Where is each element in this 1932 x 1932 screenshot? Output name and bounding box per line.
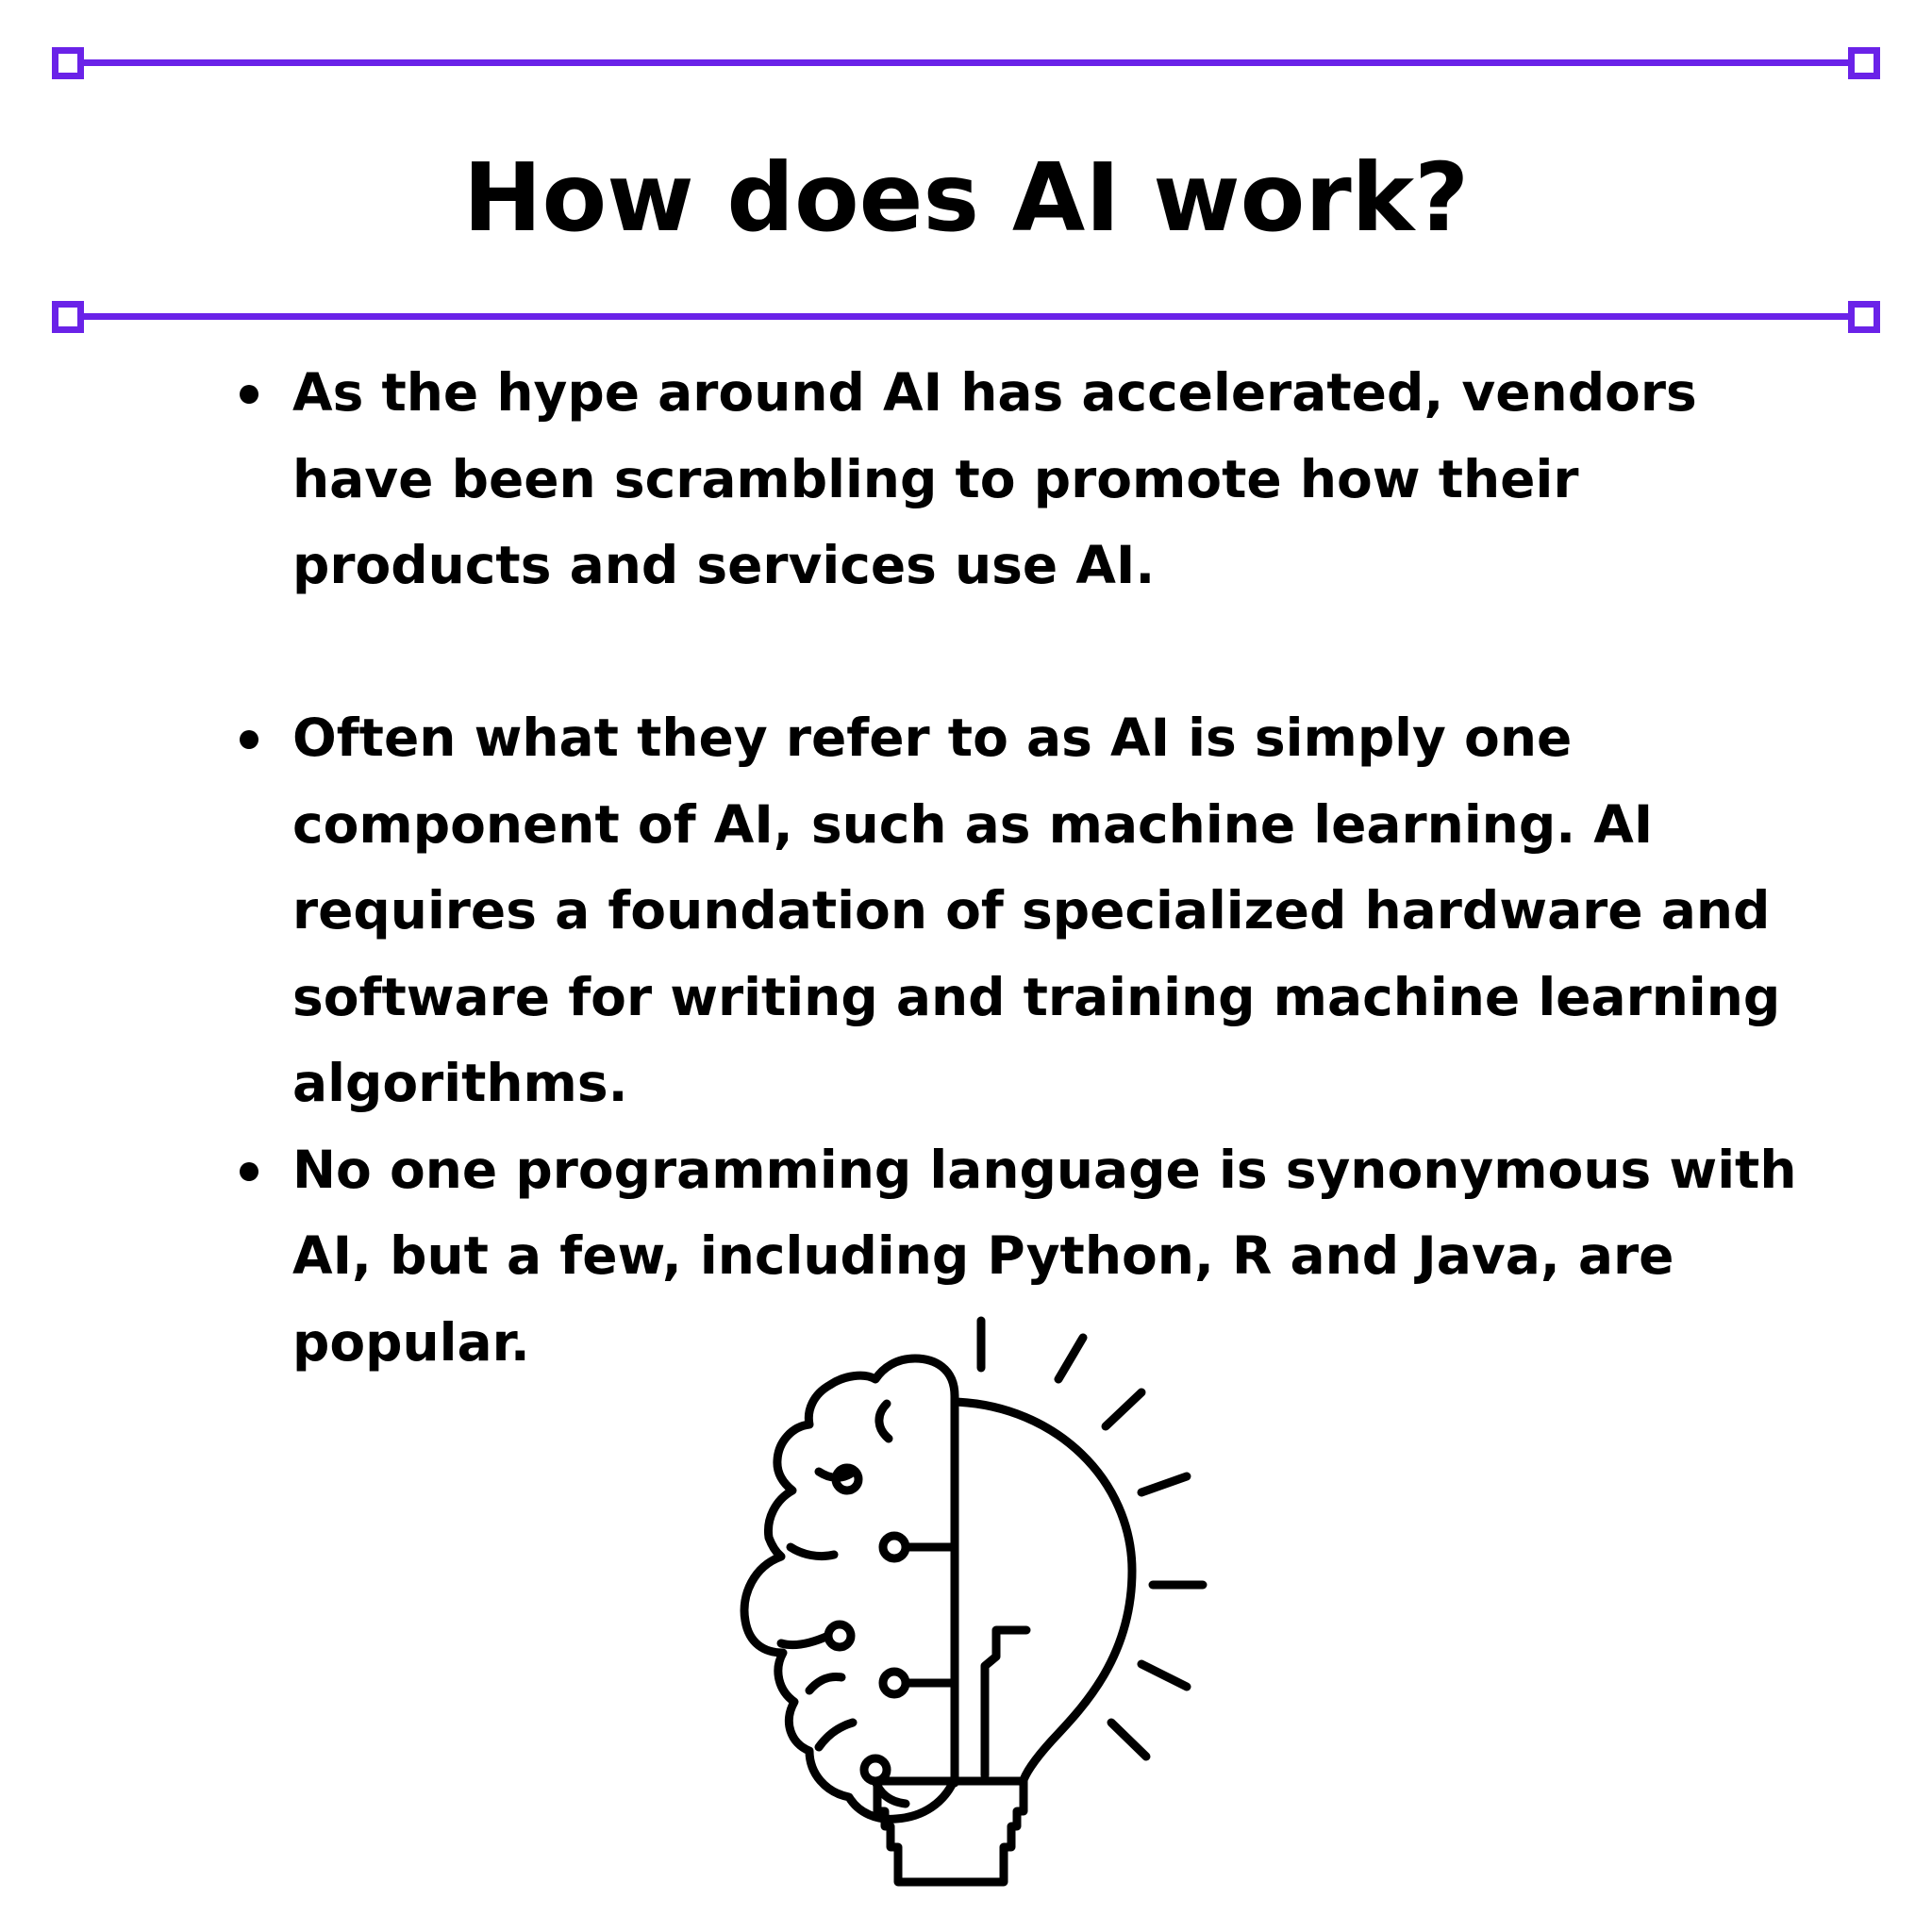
bullet-dot — [240, 385, 258, 404]
divider-endpoint-square — [52, 301, 84, 333]
brain-half — [744, 1358, 955, 1819]
brain-lightbulb-icon — [717, 1307, 1226, 1901]
bullet-list — [236, 350, 1802, 1386]
bullet-dot — [240, 1162, 258, 1181]
bottom-divider — [70, 313, 1862, 320]
divider-endpoint-square — [1848, 301, 1880, 333]
bullet-text: As the hype around AI has accelerated, vendors have been scrambling to promote how their products and services use AI. — [292, 362, 1697, 595]
bullet-text: No one programming language is synonymous with AI, but a few, including Python, R and Java, are popular. — [292, 1139, 1797, 1373]
lightbulb-half — [877, 1396, 1132, 1882]
page-title: How does AI work? — [462, 142, 1470, 253]
bullet-dot — [240, 730, 258, 749]
top-divider — [70, 59, 1862, 66]
divider-endpoint-square — [1848, 47, 1880, 79]
bullet-item — [236, 695, 1802, 1127]
bullet-text: Often what they refer to as AI is simply one component of AI, such as machine learning. AI requires a foundation of specialized hardware and software for writing and training machine learning algorithms. — [292, 708, 1781, 1113]
divider-endpoint-square — [52, 47, 84, 79]
bullet-item — [236, 350, 1802, 609]
